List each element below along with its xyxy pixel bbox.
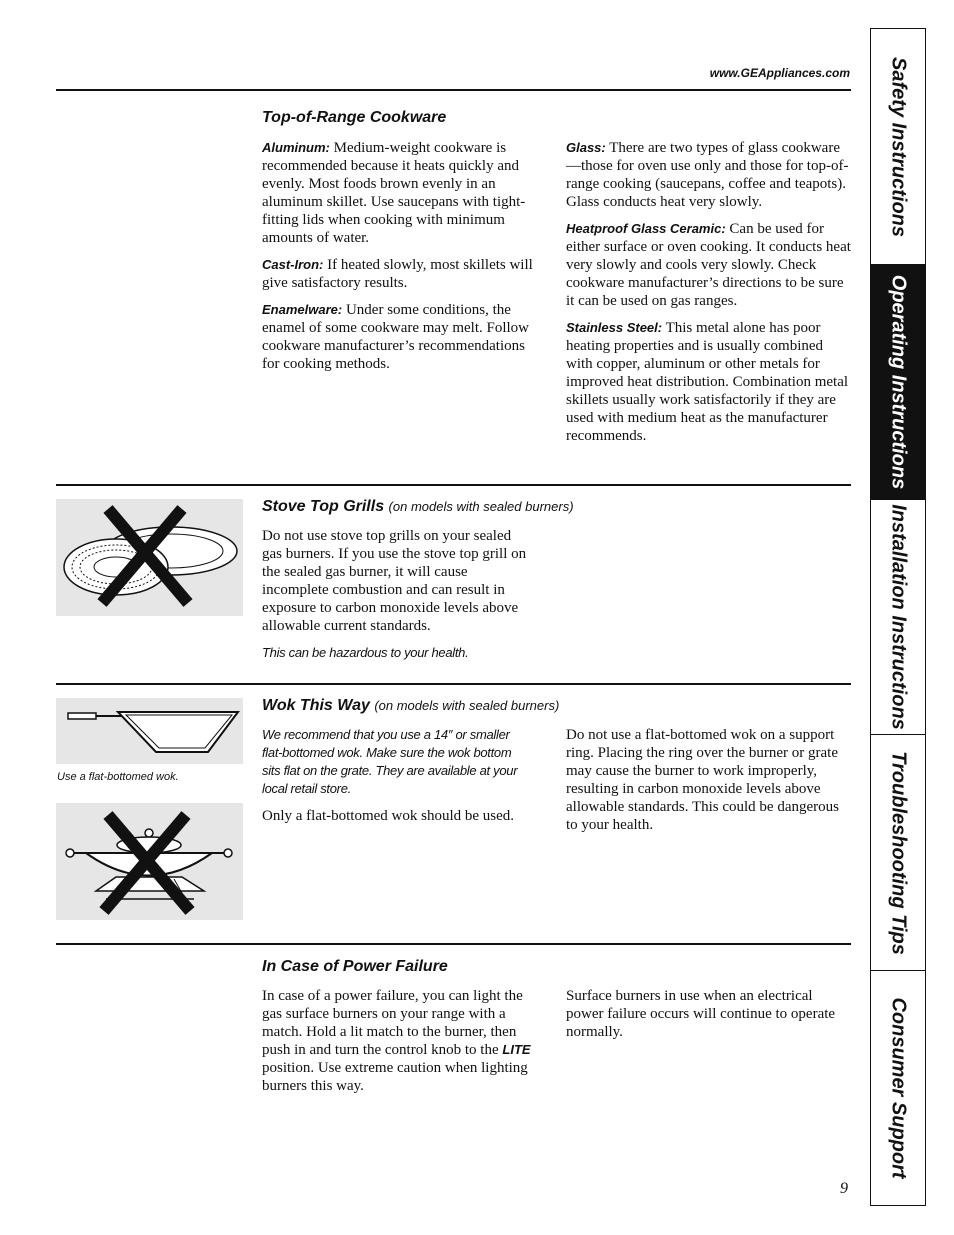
tab-consumer-support[interactable] (871, 971, 925, 1205)
aluminum-text: Medium-weight cookware is recommended because it heats quickly and evenly. Most foods brown evenly in an aluminum skillet. Use saucepans with tight-fitting lids when cooking with minimum amounts of water. (262, 140, 526, 246)
lite-position-label: LITE (502, 1042, 531, 1057)
wok-caption: Use a flat-bottomed wok. (57, 771, 179, 783)
tab-label: Troubleshooting Tips (887, 750, 910, 955)
cookware-heading: Top-of-Range Cookware (262, 109, 447, 126)
power-text-2: Surface burners in use when an electrical power failure occurs will continue to operate normally. (566, 988, 836, 1040)
steel-term: Stainless Steel: (566, 320, 663, 335)
tab-troubleshooting-tips[interactable] (871, 735, 925, 971)
wok-text-2: Do not use a flat-bottomed wok on a support ring. Placing the ring over the burner or grate may cause the burner to work improperly, resulting in carbon monoxide levels above allowable standards. This could be dangerous to your health. (566, 727, 839, 833)
cookware-left-column (262, 139, 544, 382)
grills-title: Stove Top Grills (262, 498, 385, 515)
glass-text: There are two types of glass cookware—those for oven use only and those for top-of-range cooking (saucepans, coffee and teapots). Glass conducts heat very slowly. (566, 140, 849, 210)
wok-text-1: Only a flat-bottomed wok should be used. (262, 808, 515, 824)
tab-label: Consumer Support (887, 997, 910, 1179)
tab-safety-instructions[interactable] (871, 29, 925, 265)
section-divider (56, 484, 851, 486)
enamelware-term: Enamelware: (262, 302, 343, 317)
power-text-1b: position. Use extreme caution when lighting burners this way. (262, 1060, 528, 1094)
grills-heading (262, 498, 574, 516)
aluminum-term: Aluminum: (262, 140, 330, 155)
enamelware-text: Under some conditions, the enamel of some cookware may melt. Follow cookware manufacturer’s recommendations for cooking methods. (262, 302, 530, 372)
ceramic-term: Heatproof Glass Ceramic: (566, 221, 726, 236)
power-heading: In Case of Power Failure (262, 958, 448, 975)
tab-label: Safety Instructions (887, 56, 910, 237)
power-text-1a: In case of a power failure, you can light the gas surface burners on your range with a match. Hold a lit match to the burner, then push in and turn the control knob to the (262, 988, 523, 1058)
wok-left-column (262, 726, 532, 834)
wok-title: Wok This Way (262, 697, 370, 714)
wok-right-column (566, 726, 852, 843)
steel-text: This metal alone has poor heating properties and is usually combined with copper, aluminum or other metals for improved heat distribution. Combination metal skillets usually work satisfactorily if they are used with medium heat as the manufacturer recommends. (566, 320, 849, 444)
grills-subtitle: (on models with sealed burners) (388, 499, 574, 514)
castiron-text: If heated slowly, most skillets will give satisfactory results. (262, 257, 533, 291)
cookware-right-column (566, 139, 852, 454)
section-divider (56, 683, 851, 685)
section-divider (56, 943, 851, 945)
grills-text: Do not use stove top grills on your sealed gas burners. If you use the stove top grill on the sealed gas burner, it will cause incomplete combustion and can result in exposure to carbon monoxide levels above allowable current standards. (262, 528, 527, 634)
section-divider (56, 89, 851, 91)
tab-installation-instructions[interactable] (871, 500, 925, 735)
tab-label: Installation Instructions (887, 504, 910, 730)
ceramic-text: Can be used for either surface or oven cooking. It conducts heat very slowly and cools very slowly. Check cookware manufacturer’s directions to be sure it can be used on gas ranges. (566, 221, 851, 309)
flat-wok-illustration (56, 698, 243, 764)
wok-on-ring-illustration (56, 803, 243, 920)
tab-label: Operating Instructions (887, 274, 910, 490)
grill-illustration (56, 499, 243, 616)
power-right-column (566, 987, 846, 1050)
grills-body (262, 527, 532, 671)
tab-operating-instructions[interactable] (871, 265, 925, 500)
castiron-term: Cast-Iron: (262, 257, 324, 272)
wok-note: We recommend that you use a 14″ or smaller flat-bottomed wok. Make sure the wok bottom sits flat on the grate. They are available at your local retail store. (262, 727, 518, 796)
section-tabs (870, 28, 926, 1206)
glass-term: Glass: (566, 140, 606, 155)
page-number: 9 (840, 1180, 848, 1197)
wok-subtitle: (on models with sealed burners) (374, 698, 560, 713)
grills-note: This can be hazardous to your health. (262, 645, 469, 660)
website-url[interactable]: www.GEAppliances.com (709, 66, 850, 80)
wok-heading (262, 697, 559, 715)
power-left-column (262, 987, 542, 1104)
